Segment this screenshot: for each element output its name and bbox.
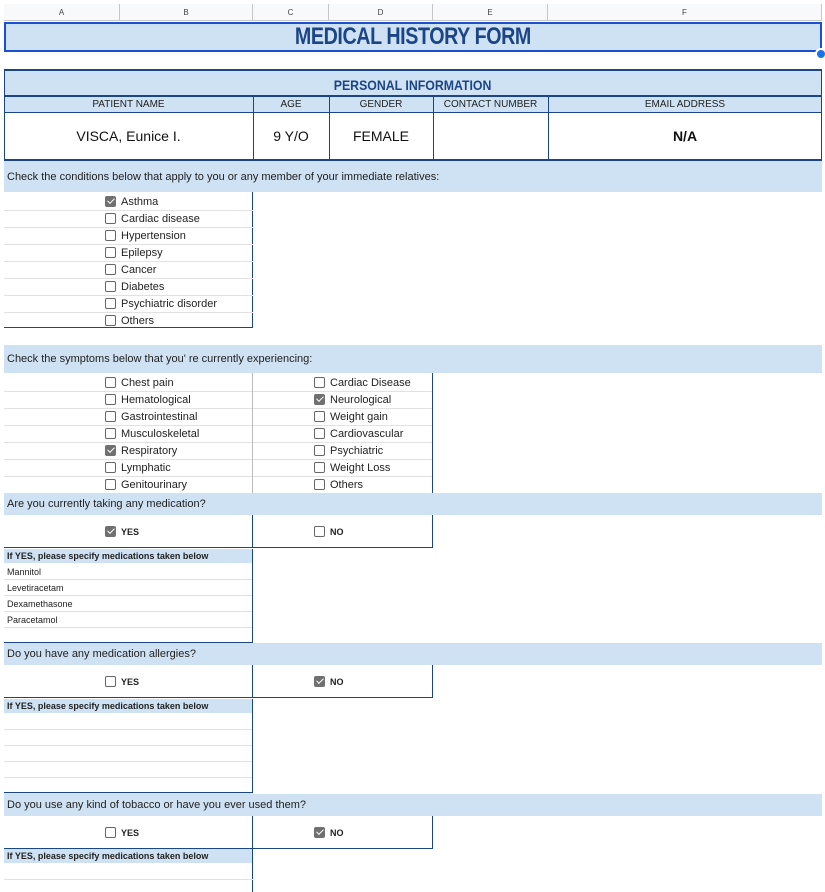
- symptom-gastrointestinal-label: Gastrointestinal: [121, 410, 198, 423]
- gender-header: GENDER: [359, 99, 403, 110]
- column-header-b[interactable]: B: [120, 4, 253, 21]
- symptom-cardiac-disease-right-checkbox[interactable]: [314, 377, 325, 388]
- symptom-gastrointestinal-checkbox[interactable]: [105, 411, 116, 422]
- age-header: AGE: [280, 99, 302, 110]
- divider: [252, 373, 253, 493]
- column-header-f[interactable]: F: [548, 4, 822, 21]
- patient-name-header: PATIENT NAME: [92, 99, 165, 110]
- contact-number-cell[interactable]: [433, 113, 548, 159]
- condition-cancer-label: Cancer: [121, 263, 157, 276]
- symptom-chest-pain-label: Chest pain: [121, 376, 174, 389]
- allergies-no-label: NO: [330, 676, 344, 687]
- allergies-yes-checkbox[interactable]: [105, 676, 116, 687]
- symptom-others-right[interactable]: [314, 476, 363, 493]
- divider: [432, 665, 433, 698]
- column-header-c[interactable]: C: [253, 4, 329, 21]
- row-divider: [4, 261, 253, 262]
- condition-cancer[interactable]: [105, 261, 156, 278]
- symptom-lymphatic-checkbox[interactable]: [105, 462, 116, 473]
- condition-cardiac-disease-checkbox[interactable]: [105, 213, 116, 224]
- condition-others-checkbox[interactable]: [105, 315, 116, 326]
- divider: [252, 699, 253, 793]
- form-title[interactable]: [4, 22, 822, 52]
- allergies-yes-label: YES: [121, 676, 140, 687]
- condition-cardiac-disease[interactable]: [105, 210, 200, 227]
- symptom-respiratory-label: Respiratory: [121, 444, 178, 457]
- symptom-psychiatric-right-checkbox[interactable]: [314, 445, 325, 456]
- symptom-weight-loss-right-label: Weight Loss: [330, 461, 391, 474]
- condition-diabetes-checkbox[interactable]: [105, 281, 116, 292]
- symptom-neurological-right[interactable]: [314, 391, 391, 408]
- symptoms-question: Check the symptoms below that you' re currently experiencing:: [7, 353, 313, 365]
- medication-yes-option[interactable]: [105, 523, 139, 540]
- divider: [432, 816, 433, 849]
- row-divider: [4, 611, 253, 612]
- medication-specify-header: If YES, please specify medications taken below: [4, 549, 253, 563]
- condition-hypertension[interactable]: [105, 227, 186, 244]
- symptom-chest-pain[interactable]: [105, 374, 174, 391]
- condition-hypertension-label: Hypertension: [121, 229, 186, 242]
- symptom-weight-gain-right-checkbox[interactable]: [314, 411, 325, 422]
- email-address-header: EMAIL ADDRESS: [644, 99, 726, 110]
- divider: [253, 96, 254, 160]
- row-divider: [4, 227, 253, 228]
- symptom-neurological-right-label: Neurological: [330, 393, 392, 406]
- row-divider: [4, 210, 253, 211]
- gender-cell[interactable]: FEMALE: [352, 128, 409, 144]
- symptom-hematological-checkbox[interactable]: [105, 394, 116, 405]
- email-address-cell[interactable]: N/A: [672, 128, 698, 144]
- tobacco-specify-header: If YES, please specify medications taken below: [4, 849, 253, 863]
- allergies-yes-option[interactable]: [105, 673, 139, 690]
- row-divider: [4, 729, 253, 730]
- row-divider: [4, 295, 253, 296]
- row-divider: [4, 244, 253, 245]
- divider: [548, 96, 549, 160]
- symptom-others-right-checkbox[interactable]: [314, 479, 325, 490]
- symptom-weight-loss-right-checkbox[interactable]: [314, 462, 325, 473]
- medication-item[interactable]: Dexamethasone: [7, 599, 73, 609]
- medication-yes-checkbox[interactable]: [105, 526, 116, 537]
- medication-no-checkbox[interactable]: [314, 526, 325, 537]
- condition-psychiatric-disorder-checkbox[interactable]: [105, 298, 116, 309]
- allergies-specify-header: If YES, please specify medications taken below: [4, 699, 253, 713]
- divider: [432, 515, 433, 548]
- symptom-genitourinary-checkbox[interactable]: [105, 479, 116, 490]
- tobacco-yes-checkbox[interactable]: [105, 827, 116, 838]
- condition-asthma-label: Asthma: [121, 195, 159, 208]
- row-divider: [4, 476, 433, 477]
- divider: [252, 665, 253, 698]
- medication-no-option[interactable]: [314, 523, 344, 540]
- symptom-gastrointestinal[interactable]: [105, 408, 197, 425]
- row-divider: [4, 278, 253, 279]
- contact-number-header: CONTACT NUMBER: [443, 99, 538, 110]
- condition-diabetes[interactable]: [105, 278, 164, 295]
- row-divider: [4, 761, 253, 762]
- symptom-cardiovascular-right-label: Cardiovascular: [330, 427, 404, 440]
- medication-item[interactable]: Paracetamol: [7, 615, 58, 625]
- divider: [252, 192, 253, 328]
- divider: [4, 70, 5, 160]
- symptom-psychiatric-right-label: Psychiatric: [330, 444, 384, 457]
- divider: [821, 70, 822, 160]
- symptom-cardiac-disease-right[interactable]: [314, 374, 411, 391]
- medication-no-label: NO: [330, 526, 344, 537]
- divider: [433, 96, 434, 160]
- selection-fill-handle[interactable]: [815, 48, 825, 60]
- symptom-psychiatric-right[interactable]: [314, 442, 383, 459]
- medication-question: Are you currently taking any medication?: [7, 498, 206, 510]
- symptom-weight-gain-right[interactable]: [314, 408, 388, 425]
- symptom-musculoskeletal[interactable]: [105, 425, 199, 442]
- divider: [4, 547, 433, 548]
- allergies-question: Do you have any medication allergies?: [7, 648, 196, 660]
- row-divider: [4, 312, 253, 313]
- divider: [4, 792, 253, 793]
- row-divider: [4, 777, 253, 778]
- divider: [432, 373, 433, 493]
- tobacco-yes-label: YES: [121, 827, 140, 838]
- conditions-question: Check the conditions below that apply to you or any member of your immediate relatives:: [7, 171, 440, 183]
- condition-cardiac-disease-label: Cardiac disease: [121, 212, 200, 225]
- condition-cancer-checkbox[interactable]: [105, 264, 116, 275]
- allergies-no-checkbox[interactable]: [314, 676, 325, 687]
- symptom-genitourinary[interactable]: [105, 476, 187, 493]
- symptom-genitourinary-label: Genitourinary: [121, 478, 188, 491]
- divider: [329, 96, 330, 160]
- symptom-neurological-right-checkbox[interactable]: [314, 394, 325, 405]
- symptom-chest-pain-checkbox[interactable]: [105, 377, 116, 388]
- condition-psychiatric-disorder[interactable]: [105, 295, 217, 312]
- condition-others[interactable]: [105, 312, 154, 329]
- symptom-cardiovascular-right[interactable]: [314, 425, 403, 442]
- symptom-lymphatic[interactable]: [105, 459, 171, 476]
- condition-epilepsy[interactable]: [105, 244, 163, 261]
- divider: [4, 69, 822, 71]
- column-header-d[interactable]: D: [329, 4, 433, 21]
- symptom-hematological[interactable]: [105, 391, 191, 408]
- column-header-e[interactable]: E: [433, 4, 548, 21]
- condition-psychiatric-disorder-label: Psychiatric disorder: [121, 297, 217, 310]
- symptom-hematological-label: Hematological: [121, 393, 191, 406]
- tobacco-question: Do you use any kind of tobacco or have you ever used them?: [7, 799, 307, 811]
- form-title-text: MEDICAL HISTORY FORM: [294, 23, 531, 50]
- condition-asthma[interactable]: [105, 193, 158, 210]
- divider: [252, 849, 253, 892]
- divider: [252, 549, 253, 643]
- divider: [4, 879, 253, 880]
- symptom-respiratory[interactable]: [105, 442, 177, 459]
- tobacco-yes-option[interactable]: [105, 824, 139, 841]
- tobacco-no-label: NO: [330, 827, 344, 838]
- row-divider: [4, 595, 253, 596]
- condition-epilepsy-label: Epilepsy: [121, 246, 163, 259]
- personal-info-title: PERSONAL INFORMATION: [334, 77, 492, 93]
- medication-yes-label: YES: [121, 526, 140, 537]
- tobacco-no-checkbox[interactable]: [314, 827, 325, 838]
- row-divider: [4, 627, 253, 628]
- allergies-no-option[interactable]: [314, 673, 344, 690]
- symptom-others-right-label: Others: [330, 478, 364, 491]
- symptom-cardiac-disease-right-label: Cardiac Disease: [330, 376, 411, 389]
- row-divider: [4, 745, 253, 746]
- row-divider: [4, 579, 253, 580]
- symptom-lymphatic-label: Lymphatic: [121, 461, 171, 474]
- condition-asthma-checkbox[interactable]: [105, 196, 116, 207]
- column-header-a[interactable]: A: [4, 4, 120, 21]
- condition-epilepsy-checkbox[interactable]: [105, 247, 116, 258]
- symptom-cardiovascular-right-checkbox[interactable]: [314, 428, 325, 439]
- symptom-weight-loss-right[interactable]: [314, 459, 390, 476]
- divider: [252, 515, 253, 548]
- patient-name-cell[interactable]: VISCA, Eunice I.: [76, 128, 181, 144]
- condition-hypertension-checkbox[interactable]: [105, 230, 116, 241]
- tobacco-no-option[interactable]: [314, 824, 344, 841]
- divider: [252, 816, 253, 849]
- divider: [4, 697, 433, 698]
- symptom-respiratory-checkbox[interactable]: [105, 445, 116, 456]
- medication-item[interactable]: Mannitol: [7, 567, 42, 577]
- age-cell[interactable]: 9 Y/O: [273, 128, 309, 144]
- medication-item[interactable]: Levetiracetam: [7, 583, 64, 593]
- condition-diabetes-label: Diabetes: [121, 280, 165, 293]
- symptom-musculoskeletal-checkbox[interactable]: [105, 428, 116, 439]
- symptom-musculoskeletal-label: Musculoskeletal: [121, 427, 200, 440]
- symptom-weight-gain-right-label: Weight gain: [330, 410, 388, 423]
- condition-others-label: Others: [121, 314, 155, 327]
